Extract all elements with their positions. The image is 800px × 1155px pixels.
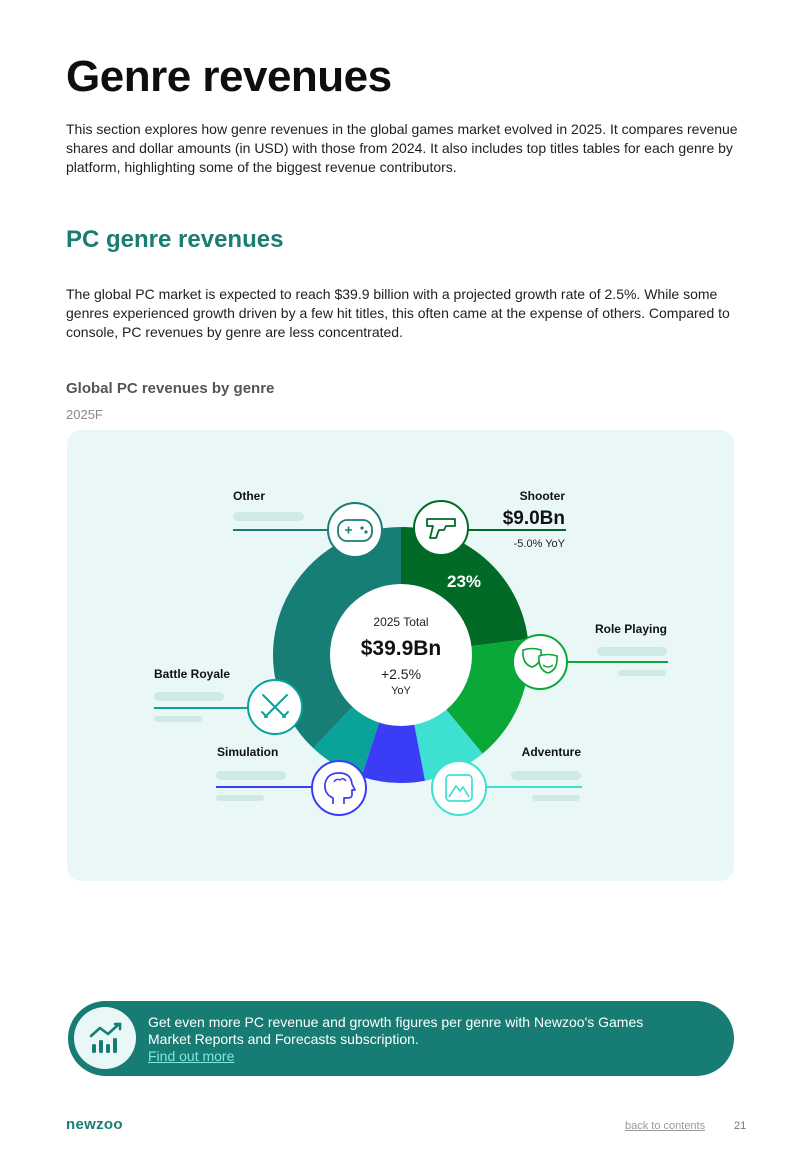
page-number: 21 <box>734 1120 747 1132</box>
shooter-growth: -5.0% YoY <box>513 538 565 550</box>
placeholder-bar-adventure-1 <box>511 771 581 780</box>
back-to-contents-link[interactable]: back to contents <box>625 1120 706 1132</box>
bar-chart-trend-icon <box>74 1007 136 1069</box>
chart-subtitle: 2025F <box>66 407 103 422</box>
placeholder-bar-simulation-2 <box>216 795 264 801</box>
placeholder-bar-role-playing-2 <box>618 670 666 676</box>
center-growth-unit: YoY <box>391 685 411 697</box>
legend-label-simulation: Simulation <box>217 745 279 759</box>
slice-label-shooter: 23% <box>446 572 482 591</box>
gun-icon <box>414 501 468 555</box>
center-growth-value: +2.5% <box>380 666 422 682</box>
crossed-swords-icon <box>248 680 302 734</box>
legend-label-other: Other <box>233 489 266 503</box>
mountain-icon <box>432 761 486 815</box>
center-total-value: $39.9Bn <box>360 637 442 660</box>
placeholder-bar-adventure-2 <box>532 795 580 801</box>
cta-text: Get even more PC revenue and growth figures per genre with Newzoo's Games Market Reports and Forecasts subscription. <box>148 1014 644 1047</box>
theater-masks-icon <box>513 635 567 689</box>
chart-title: Global PC revenues by genre <box>66 380 275 397</box>
placeholder-bar-other <box>233 512 304 521</box>
legend-label-adventure: Adventure <box>521 745 581 759</box>
page-title: Genre revenues <box>66 52 392 101</box>
legend-label-shooter: Shooter <box>519 489 565 503</box>
gamepad-icon <box>328 503 382 557</box>
intro-paragraph: This section explores how genre revenues in the global games market evolved in 2025. It compares revenue shares and dollar amounts (in USD) with those from 2024. It also includes top titles tables for each genre by platform, highlighting some of the biggest revenue contributors. <box>66 121 738 175</box>
shooter-value: $9.0Bn <box>502 508 565 529</box>
placeholder-bar-battle-royale-2 <box>154 716 202 722</box>
section-title: PC genre revenues <box>66 226 284 253</box>
placeholder-bar-role-playing-1 <box>597 647 667 656</box>
center-total-label: 2025 Total <box>373 615 429 629</box>
newzoo-logo: newzoo <box>66 1116 123 1133</box>
placeholder-bar-battle-royale-1 <box>154 692 224 701</box>
legend-label-battle-royale: Battle Royale <box>154 667 231 681</box>
find-out-more-link[interactable]: Find out more <box>148 1048 235 1064</box>
placeholder-bar-simulation-1 <box>216 771 286 780</box>
brain-head-icon <box>312 761 366 815</box>
section-paragraph: The global PC market is expected to reach $39.9 billion with a projected growth rate of 2.5%. While some genres experienced growth driven by a few hit titles, this often came at the expense of others. Compared to console, PC revenues by genre are less concentrated. <box>66 286 730 340</box>
legend-label-role-playing: Role Playing <box>594 622 667 636</box>
